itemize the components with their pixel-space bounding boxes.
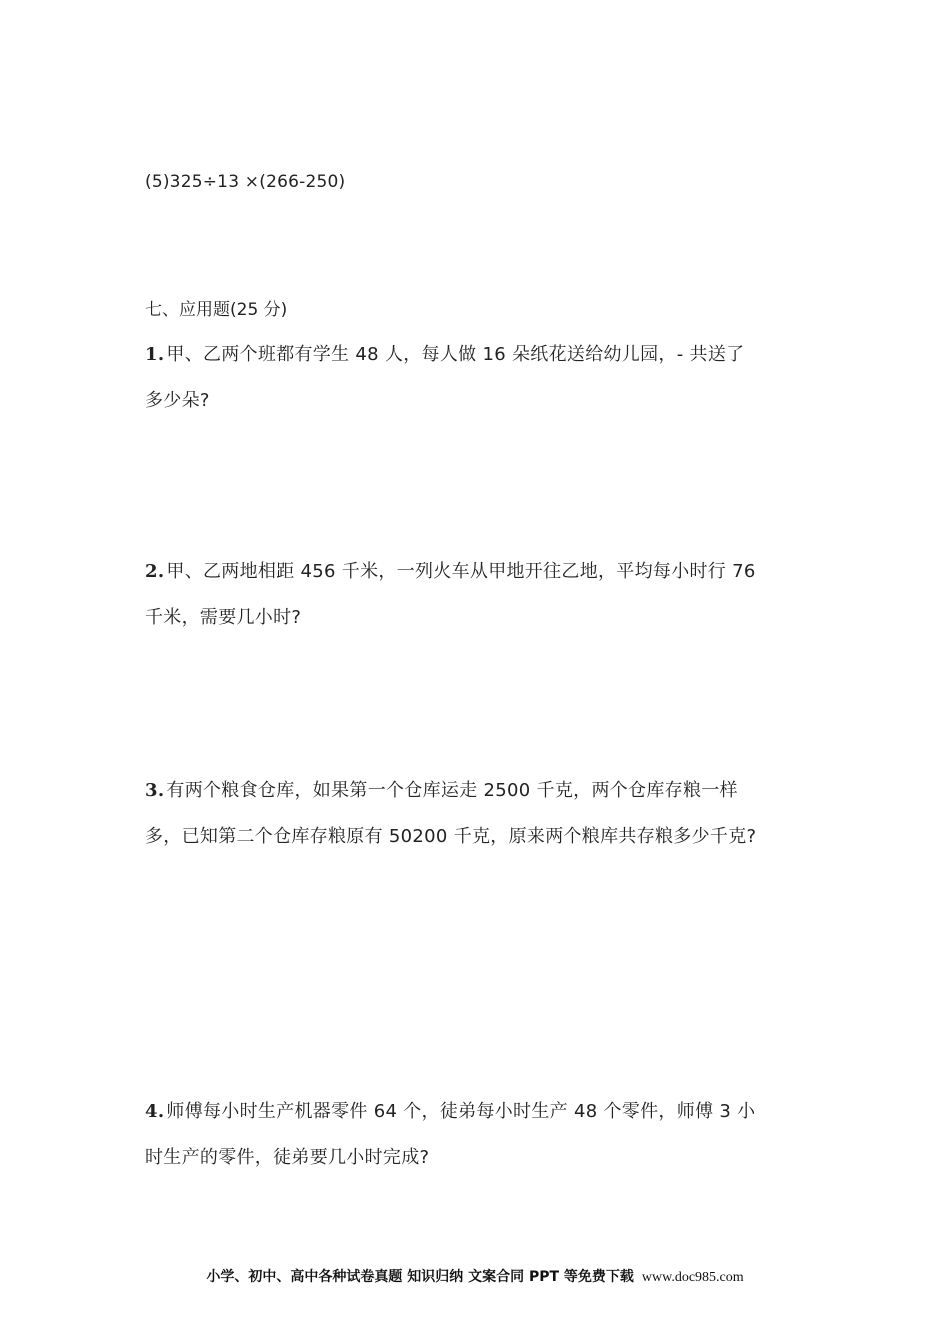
question-1-text-1: 甲、乙两个班都有学生 48 人，每人做 16 朵纸花送给幼儿园，- 共送了 [166, 344, 745, 365]
calculation-item-5: (5)325÷13 ×(266-250) [145, 172, 346, 192]
question-4-line-1 [145, 1089, 825, 1135]
footer-url: www.doc985.com [641, 1270, 744, 1285]
question-1-line-1 [145, 332, 825, 378]
question-2-text-1: 甲、乙两地相距 456 千米，一列火车从甲地开往乙地，平均每小时行 76 [166, 561, 756, 582]
question-4-text-1: 师傅每小时生产机器零件 64 个，徒弟每小时生产 48 个零件，师傅 3 小 [166, 1101, 756, 1122]
question-2-line-1 [145, 549, 825, 595]
question-4-line-2: 时生产的零件，徒弟要几小时完成? [145, 1147, 430, 1168]
question-3-line-2: 多，已知第二个仓库存粮原有 50200 千克，原来两个粮库共存粮多少千克? [145, 826, 757, 847]
question-3-line-1 [145, 768, 825, 814]
footer-text: 小学、初中、高中各种试卷真题 知识归纳 文案合同 PPT 等免费下载 [206, 1269, 634, 1285]
question-4 [145, 1089, 825, 1181]
question-2 [145, 549, 825, 641]
question-3-number: 3. [145, 780, 165, 801]
page-footer [0, 1265, 950, 1290]
question-3 [145, 768, 825, 860]
section-title: 七、应用题(25 分) [145, 300, 288, 320]
question-2-line-2: 千米，需要几小时? [145, 607, 302, 628]
question-4-number: 4. [145, 1101, 165, 1122]
question-1-line-2: 多少朵? [145, 390, 210, 411]
question-2-number: 2. [145, 561, 165, 582]
question-1 [145, 332, 825, 424]
question-1-number: 1. [145, 344, 165, 365]
question-3-text-1: 有两个粮食仓库，如果第一个仓库运走 2500 千克，两个仓库存粮一样 [166, 780, 738, 801]
